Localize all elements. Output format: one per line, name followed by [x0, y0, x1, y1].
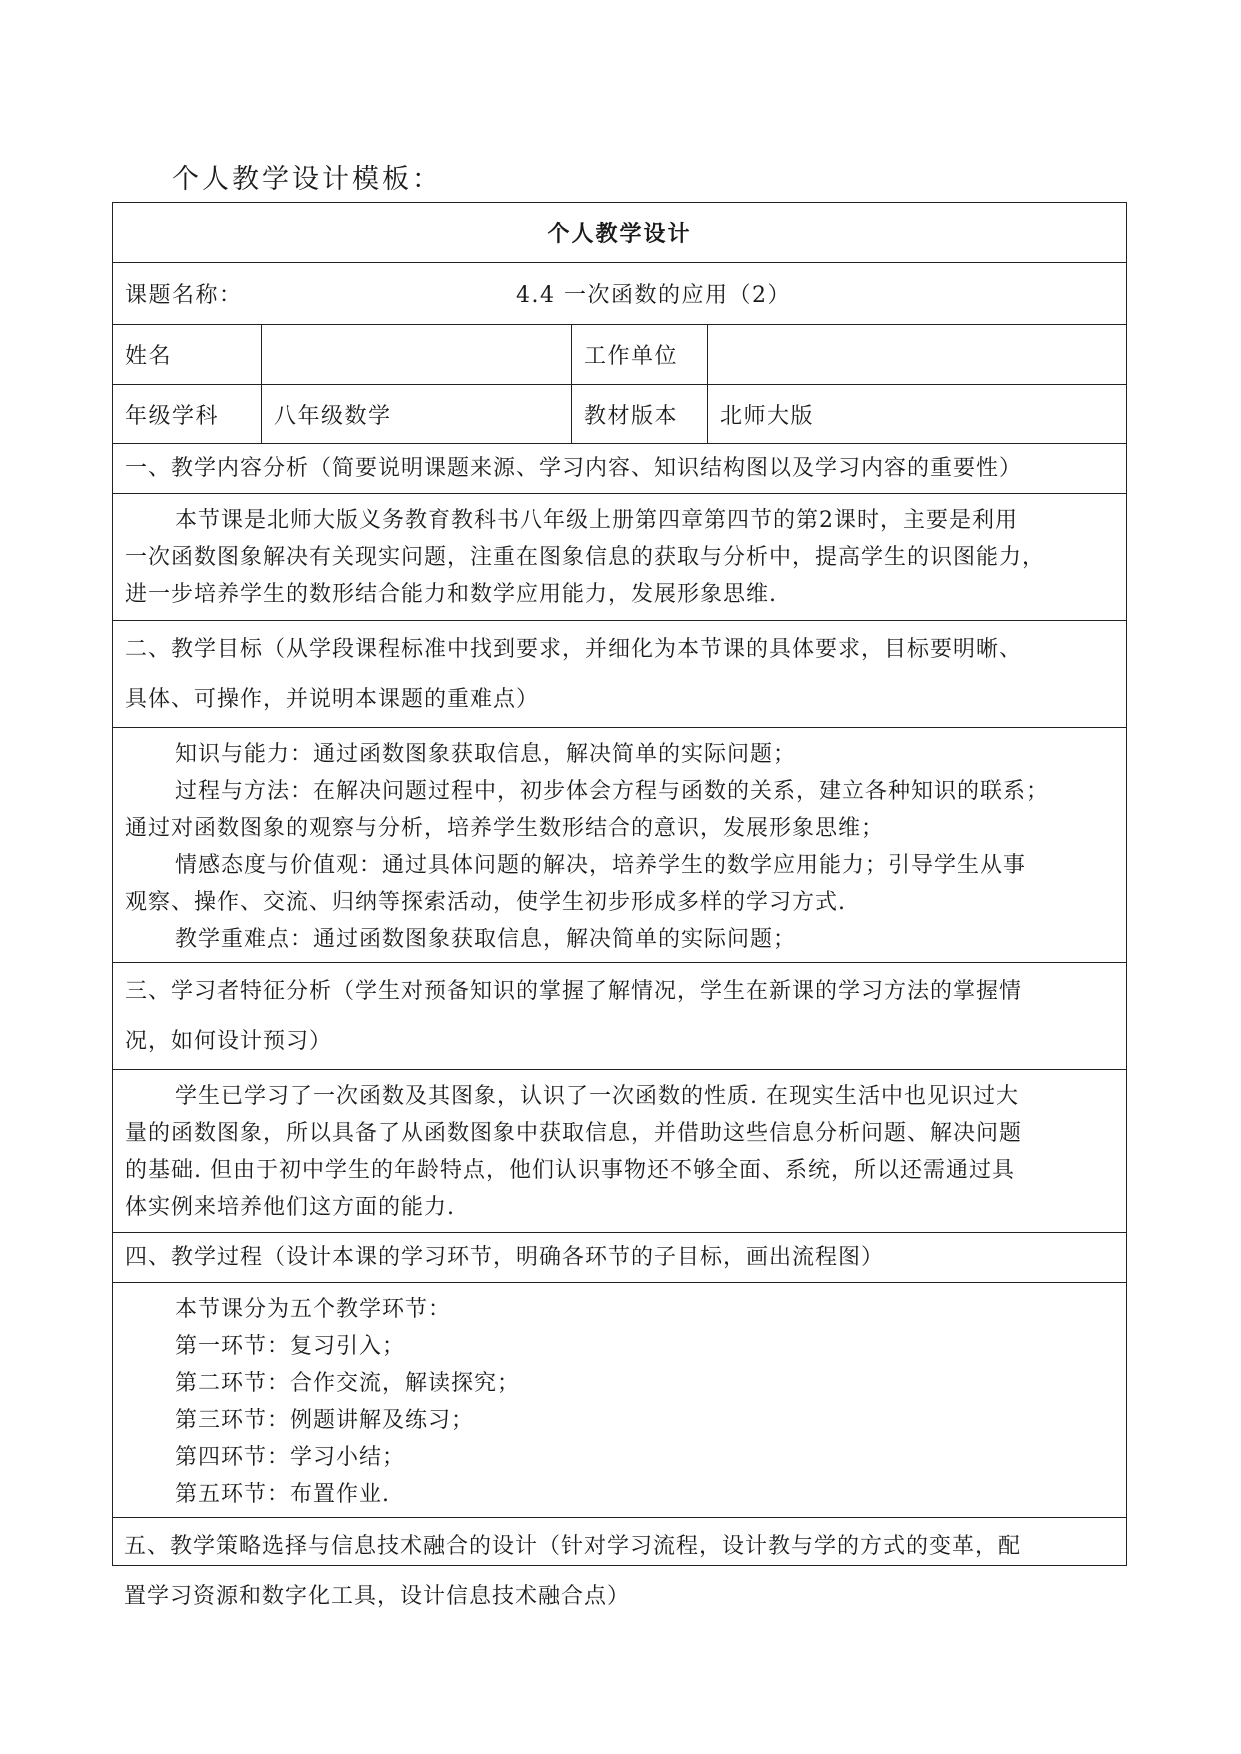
section-2-line: 知识与能力：通过函数图象获取信息，解决简单的实际问题； [175, 742, 797, 767]
section-1-line: 一次函数图象解决有关现实问题，注重在图象信息的获取与分析中，提高学生的识图能力， [125, 545, 1046, 570]
section-2-line: 通过对函数图象的观察与分析，培养学生数形结合的意识，发展形象思维； [125, 816, 885, 841]
topic-label: 课题名称： [125, 283, 243, 308]
section-3-line: 量的函数图象，所以具备了从函数图象中获取信息，并借助这些信息分析问题、解决问题 [125, 1121, 1023, 1146]
section-4-head-row [113, 1233, 1126, 1283]
section-1-content [113, 494, 1126, 613]
section-2-line: 观察、操作、交流、归纳等探索活动，使学生初步形成多样的学习方式. [125, 890, 846, 915]
section-4-line: 第四环节：学习小结； [175, 1445, 406, 1470]
section-3-heading [113, 963, 1126, 1067]
section-4-line: 本节课分为五个教学环节： [175, 1297, 452, 1322]
section-5-heading-block [124, 1522, 1021, 1622]
section-3-head-row [113, 963, 1126, 1070]
grade-value: 八年级数学 [261, 385, 571, 443]
section-2-line: 过程与方法：在解决问题过程中，初步体会方程与函数的关系，建立各种知识的联系； [175, 779, 1050, 804]
section-4-content [113, 1283, 1126, 1513]
section-1-heading: 一、教学内容分析（简要说明课题来源、学习内容、知识结构图以及学习内容的重要性） [125, 456, 1023, 481]
section-4-line: 第一环节：复习引入； [175, 1334, 406, 1359]
section-1-line: 进一步培养学生的数形结合能力和数学应用能力，发展形象思维. [125, 582, 777, 607]
section-3-heading-line: 况，如何设计预习） [125, 1029, 333, 1054]
section-4-line: 第二环节：合作交流，解读探究； [175, 1371, 521, 1396]
name-label: 姓名 [125, 344, 173, 369]
section-2-line: 教学重难点：通过函数图象获取信息，解决简单的实际问题； [175, 927, 797, 952]
edition-label: 教材版本 [571, 385, 707, 443]
section-3-body-row [113, 1070, 1126, 1233]
topic-row [113, 263, 1126, 325]
section-3-line: 体实例来培养他们这方面的能力. [125, 1195, 455, 1220]
section-3-content [113, 1070, 1126, 1226]
section-5-heading-line: 置学习资源和数字化工具，设计信息技术融合点） [124, 1584, 631, 1609]
section-2-head-row [113, 621, 1126, 728]
section-1-line: 本节课是北师大版义务教育教科书八年级上册第四章第四节的第2课时，主要是利用 [175, 508, 1018, 533]
section-3-line: 学生已学习了一次函数及其图象，认识了一次函数的性质. 在现实生活中也见识过大 [175, 1084, 1019, 1109]
unit-label: 工作单位 [571, 325, 707, 384]
lesson-design-table [112, 202, 1127, 1566]
section-1-body-row [113, 494, 1126, 621]
table-header: 个人教学设计 [547, 221, 692, 247]
section-3-line: 的基础. 但由于初中学生的年龄特点，他们认识事物还不够全面、系统，所以还需通过具 [125, 1158, 1015, 1183]
section-2-body-row [113, 728, 1126, 963]
name-value [261, 325, 571, 384]
document-title: 个人教学设计模板： [172, 164, 442, 195]
section-2-line: 情感态度与价值观：通过具体问题的解决，培养学生的数学应用能力；引导学生从事 [175, 853, 1027, 878]
section-2-heading-line: 具体、可操作，并说明本课题的重难点） [125, 687, 540, 712]
section-2-heading-line: 二、教学目标（从学段课程标准中找到要求，并细化为本节课的具体要求，目标要明晰、 [125, 637, 1023, 662]
section-2-heading [113, 621, 1126, 725]
name-row [113, 325, 1126, 385]
grade-row [113, 385, 1126, 444]
section-5-heading-line: 五、教学策略选择与信息技术融合的设计（针对学习流程，设计教与学的方式的变革，配 [124, 1534, 1022, 1559]
topic-value: 4.4 一次函数的应用（2） [516, 283, 791, 308]
unit-value [707, 325, 1126, 384]
section-3-heading-line: 三、学习者特征分析（学生对预备知识的掌握了解情况，学生在新课的学习方法的掌握情 [125, 979, 1023, 1004]
edition-value: 北师大版 [707, 385, 1126, 443]
table-header-row [113, 203, 1126, 263]
section-4-body-row [113, 1283, 1126, 1518]
section-4-line: 第五环节：布置作业. [175, 1482, 390, 1507]
section-4-heading: 四、教学过程（设计本课的学习环节，明确各环节的子目标，画出流程图） [125, 1245, 885, 1270]
section-2-content [113, 728, 1126, 958]
grade-label: 年级学科 [125, 403, 220, 429]
section-1-head-row [113, 444, 1126, 494]
section-4-line: 第三环节：例题讲解及练习； [175, 1408, 475, 1433]
